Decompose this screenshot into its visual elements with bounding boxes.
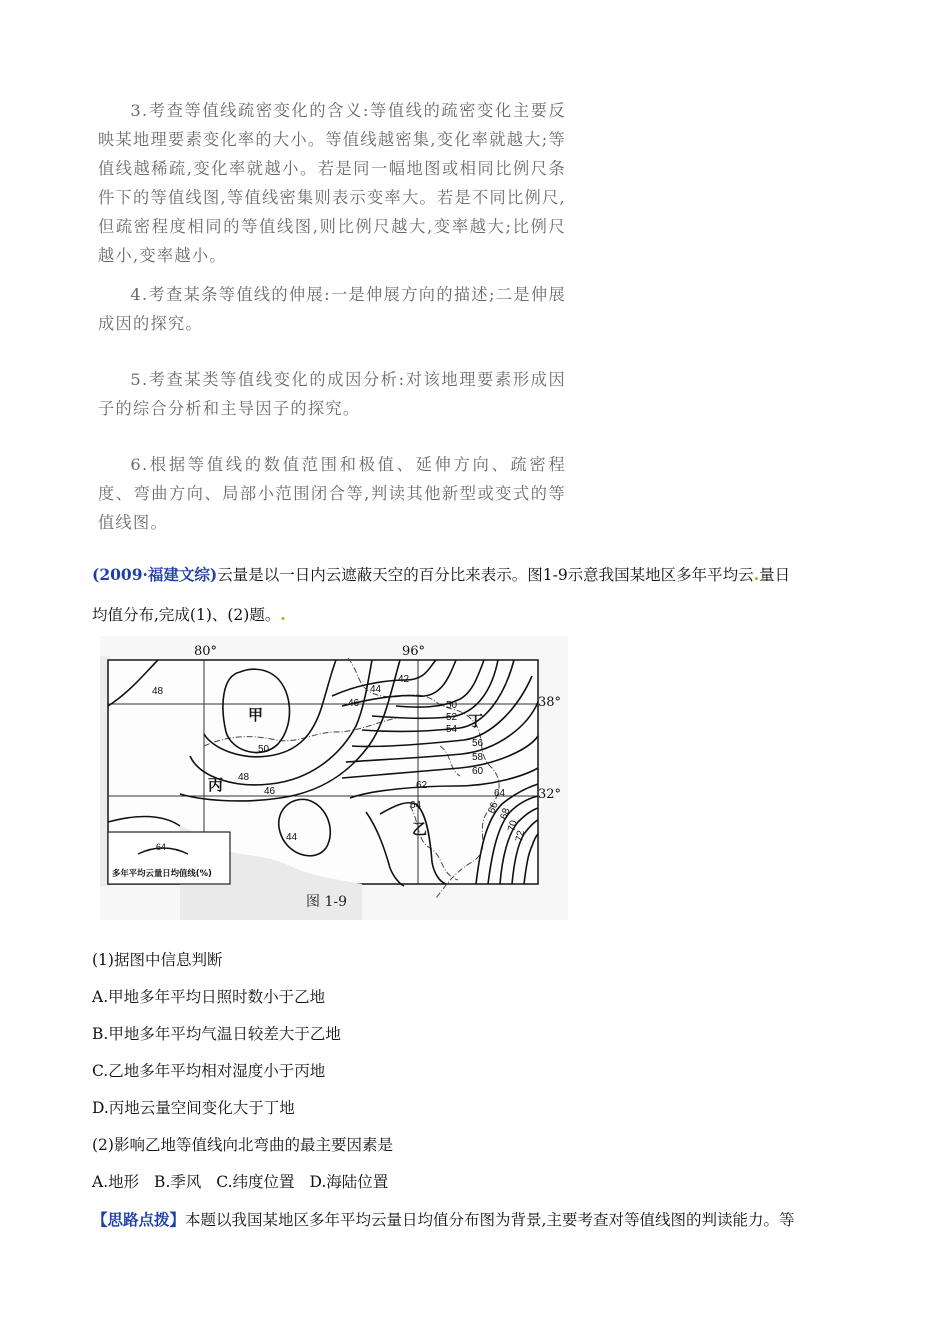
contour-label: 72 — [514, 829, 527, 843]
question-source: (2009·福建文综) — [92, 565, 218, 584]
contour-label: 66 — [486, 800, 501, 816]
map-legend — [108, 832, 230, 884]
contour-label: 50 — [258, 744, 270, 755]
paragraph-4: 4.考查某条等值线的伸展:一是伸展方向的描述;二是伸展成因的探究。 — [98, 285, 566, 333]
contour-label: 56 — [472, 738, 484, 749]
yellow-mark-2: . — [280, 605, 286, 624]
q1-option-a: A.甲地多年平均日照时数小于乙地 — [92, 988, 326, 1006]
paragraph-5: 5.考查某类等值线变化的成因分析:对该地理要素形成因子的综合分析和主导因子的探究。 — [98, 370, 566, 418]
contour-label: 44 — [286, 832, 298, 843]
contour-label: 46 — [264, 786, 276, 797]
paragraph-6: 6.根据等值线的数值范围和极值、延伸方向、疏密程度、弯曲方向、局部小范围闭合等,判读其他新型或变式的等值线图。 — [98, 455, 566, 532]
place-ding: 丁 — [468, 712, 484, 730]
contour-label: 46 — [348, 698, 360, 709]
legend-value: 64 — [156, 842, 167, 852]
contour-label: 48 — [238, 772, 250, 783]
contour-label: 52 — [446, 712, 458, 723]
figure-caption: 图 1-9 — [306, 894, 347, 910]
contour-label: 44 — [370, 684, 382, 695]
intro-text-1: 云量是以一日内云遮蔽天空的百分比来表示。图1-9示意我国某地区多年平均云 — [217, 566, 754, 584]
legend-text: 多年平均云量日均值线(%) — [112, 868, 212, 878]
intro-text-2: 均值分布,完成(1)、(2)题。 — [92, 606, 281, 624]
contour-label: 62 — [416, 780, 428, 791]
contour-label: 48 — [152, 686, 164, 697]
q1-option-b: B.甲地多年平均气温日较差大于乙地 — [92, 1025, 341, 1043]
paragraph-3: 3.考查等值线疏密变化的含义:等值线的疏密变化主要反映某地理要素变化率的大小。等值线越密集,变化率就越大;等值线越稀疏,变化率就越小。若是同一幅地图或相同比例尺条件下的等值线图,等值线密集则表示变率大。若是不同比例尺,但疏密程度相同的等值线图,则比例尺越大,变率越大;比例尺越小,变率越小。 — [98, 101, 566, 265]
q2-options: A.地形 B.季风 C.纬度位置 D.海陆位置 — [92, 1173, 389, 1191]
contour-label: 64 — [494, 788, 506, 799]
yellow-mark: . — [753, 565, 760, 584]
place-jia: 甲 — [248, 706, 264, 724]
analysis-label: 【思路点拨】 — [92, 1210, 186, 1229]
analysis-line — [92, 1208, 794, 1230]
lat-label-32: 32° — [538, 787, 562, 802]
contour-label: 54 — [446, 724, 458, 735]
analysis-text: 本题以我国某地区多年平均云量日均值分布图为背景,主要考查对等值线图的判读能力。等 — [185, 1211, 795, 1229]
lat-label-38: 38° — [538, 695, 562, 710]
contour-label: 42 — [398, 674, 410, 685]
q1-stem: (1)据图中信息判断 — [92, 951, 223, 969]
q2-stem: (2)影响乙地等值线向北弯曲的最主要因素是 — [92, 1136, 393, 1154]
place-bing: 丙 — [208, 776, 224, 794]
contour-label: 64 — [410, 800, 422, 811]
question-intro-line1 — [92, 563, 790, 585]
intro-text-1-end: 量日 — [759, 566, 791, 584]
contour-label: 68 — [498, 806, 513, 822]
contour-label: 50 — [446, 700, 458, 711]
cloud-contour-map — [100, 636, 568, 920]
place-yi: 乙 — [412, 820, 428, 838]
q1-option-d: D.丙地云量空间变化大于丁地 — [92, 1099, 295, 1117]
scanned-text-block — [98, 96, 566, 537]
contour-label: 70 — [506, 819, 520, 833]
q1-option-c: C.乙地多年平均相对湿度小于丙地 — [92, 1062, 326, 1080]
question-intro-line2 — [92, 603, 286, 625]
contour-label: 58 — [472, 752, 484, 763]
contour-label: 60 — [472, 766, 484, 777]
lon-label-80: 80° — [194, 644, 218, 659]
lon-label-96: 96° — [402, 644, 426, 659]
